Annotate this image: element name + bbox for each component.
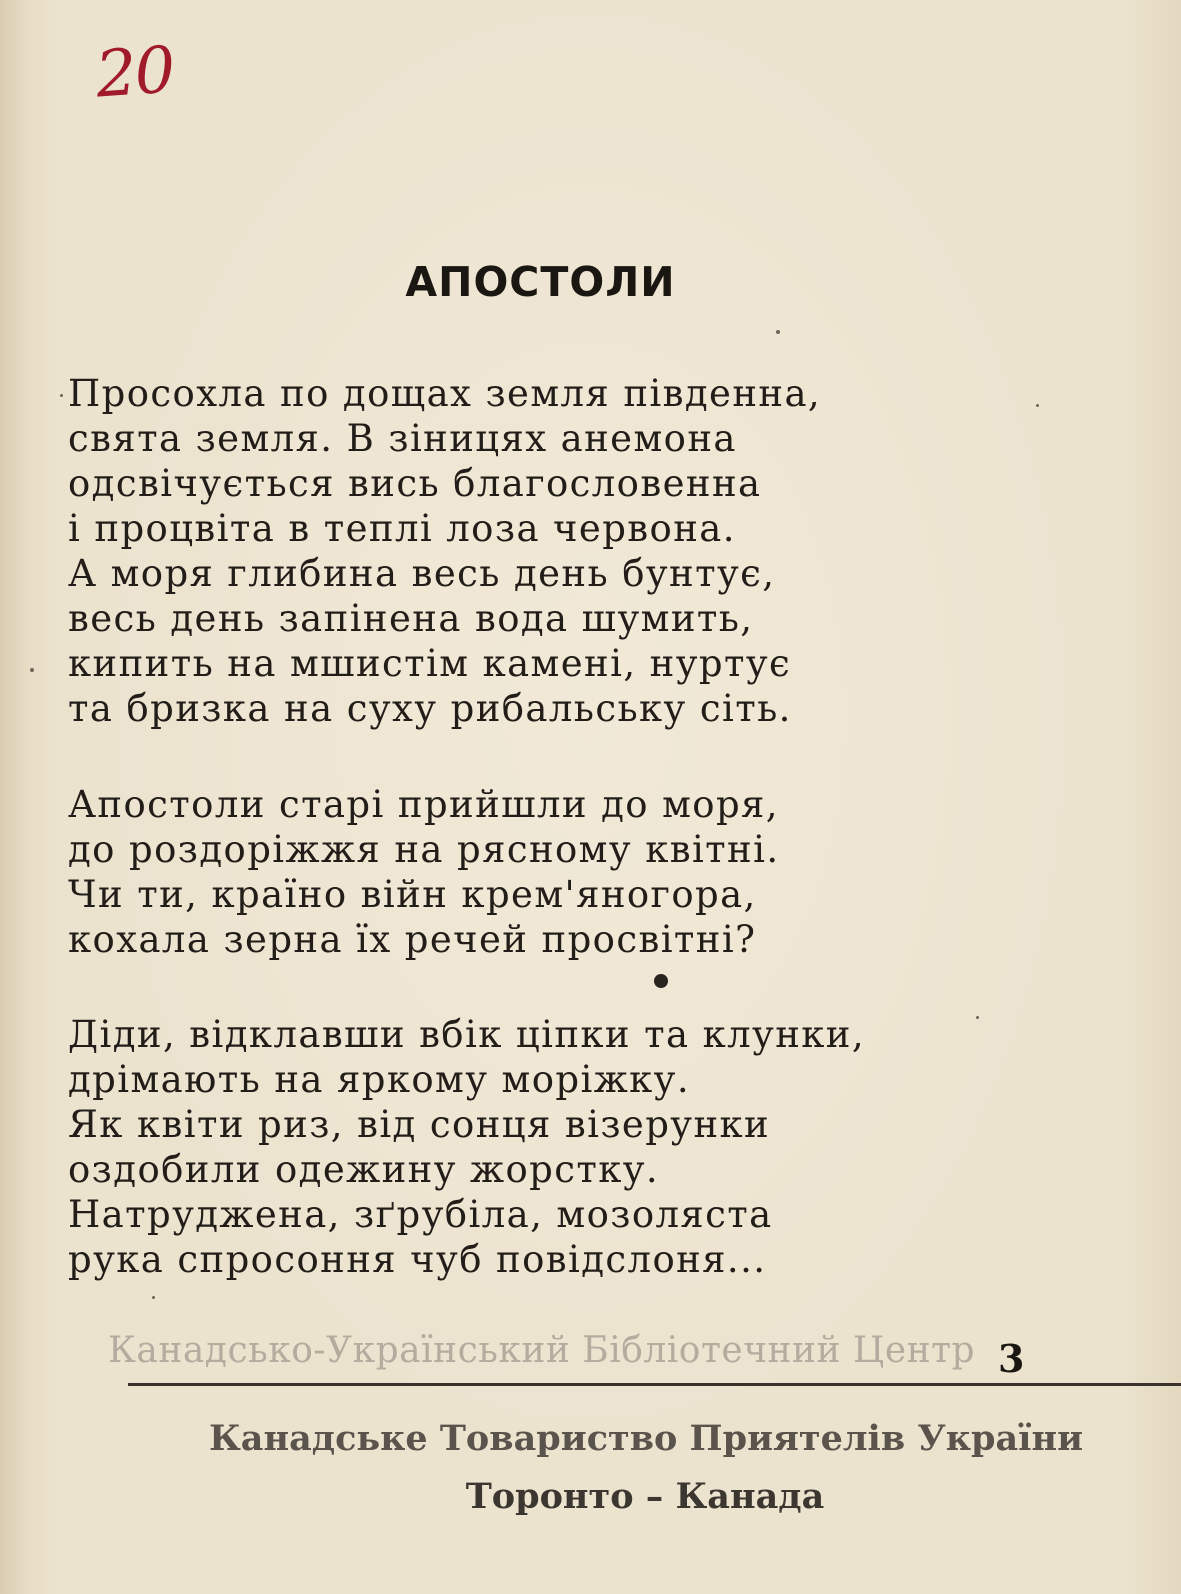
stanza-1	[68, 371, 1028, 731]
paper-speck	[60, 394, 63, 397]
poem-line: Просохла по дощах земля південна,	[68, 372, 822, 415]
poem-line: Апостоли старі прийшли до моря,	[68, 783, 779, 826]
library-stamp: Канадсько-Український Бібліотечний Центр	[108, 1330, 976, 1371]
poem-line: і процвіта в теплі лоза червона.	[68, 507, 736, 550]
paper-speck	[776, 330, 780, 334]
paper-speck	[976, 1016, 979, 1019]
poem-line: А моря глибина весь день бунтує,	[68, 552, 776, 595]
poem-line: свята земля. В зіницях анемона	[68, 417, 737, 460]
poem-line: весь день запінена вода шумить,	[68, 597, 754, 640]
poem-line: Як квіти риз, від сонця візерунки	[68, 1103, 771, 1146]
handwritten-page-mark: 20	[93, 33, 176, 113]
poem-line: дрімають на яркому моріжку.	[68, 1058, 691, 1101]
paper-speck	[30, 668, 34, 672]
poem-line: Діди, відклавши вбік ціпки та клунки,	[68, 1013, 866, 1056]
stanza-2	[68, 782, 1028, 962]
poem-line: кохала зерна їх речей просвітні?	[68, 918, 757, 961]
stanza-divider-dot	[654, 974, 668, 988]
poem-title: АПОСТОЛИ	[405, 258, 676, 306]
stanza-3	[68, 1012, 1028, 1282]
poem-line: Чи ти, країно війн крем'яногора,	[68, 873, 757, 916]
poem-line: кипить на мшистім камені, нуртує	[68, 642, 792, 685]
poem-line: одсвічується вись благословенна	[68, 462, 762, 505]
publisher-place: Торонто – Канада	[465, 1476, 825, 1517]
poem-line: оздобили одежину жорстку.	[68, 1148, 660, 1191]
poem-line: Натруджена, зґрубіла, мозоляста	[68, 1193, 773, 1236]
stamp-underline	[128, 1383, 1181, 1386]
poem-line: до роздоріжжя на рясному квітні.	[68, 828, 780, 871]
paper-speck	[152, 1296, 155, 1299]
page-number: 3	[998, 1336, 1025, 1381]
poem-line: та бризка на суху рибальську сіть.	[68, 687, 792, 730]
publisher-name: Канадське Товариство Приятелів України	[208, 1418, 1084, 1459]
poem-line: рука спросоння чуб повідслоня...	[68, 1238, 767, 1281]
paper-speck	[1036, 404, 1039, 407]
